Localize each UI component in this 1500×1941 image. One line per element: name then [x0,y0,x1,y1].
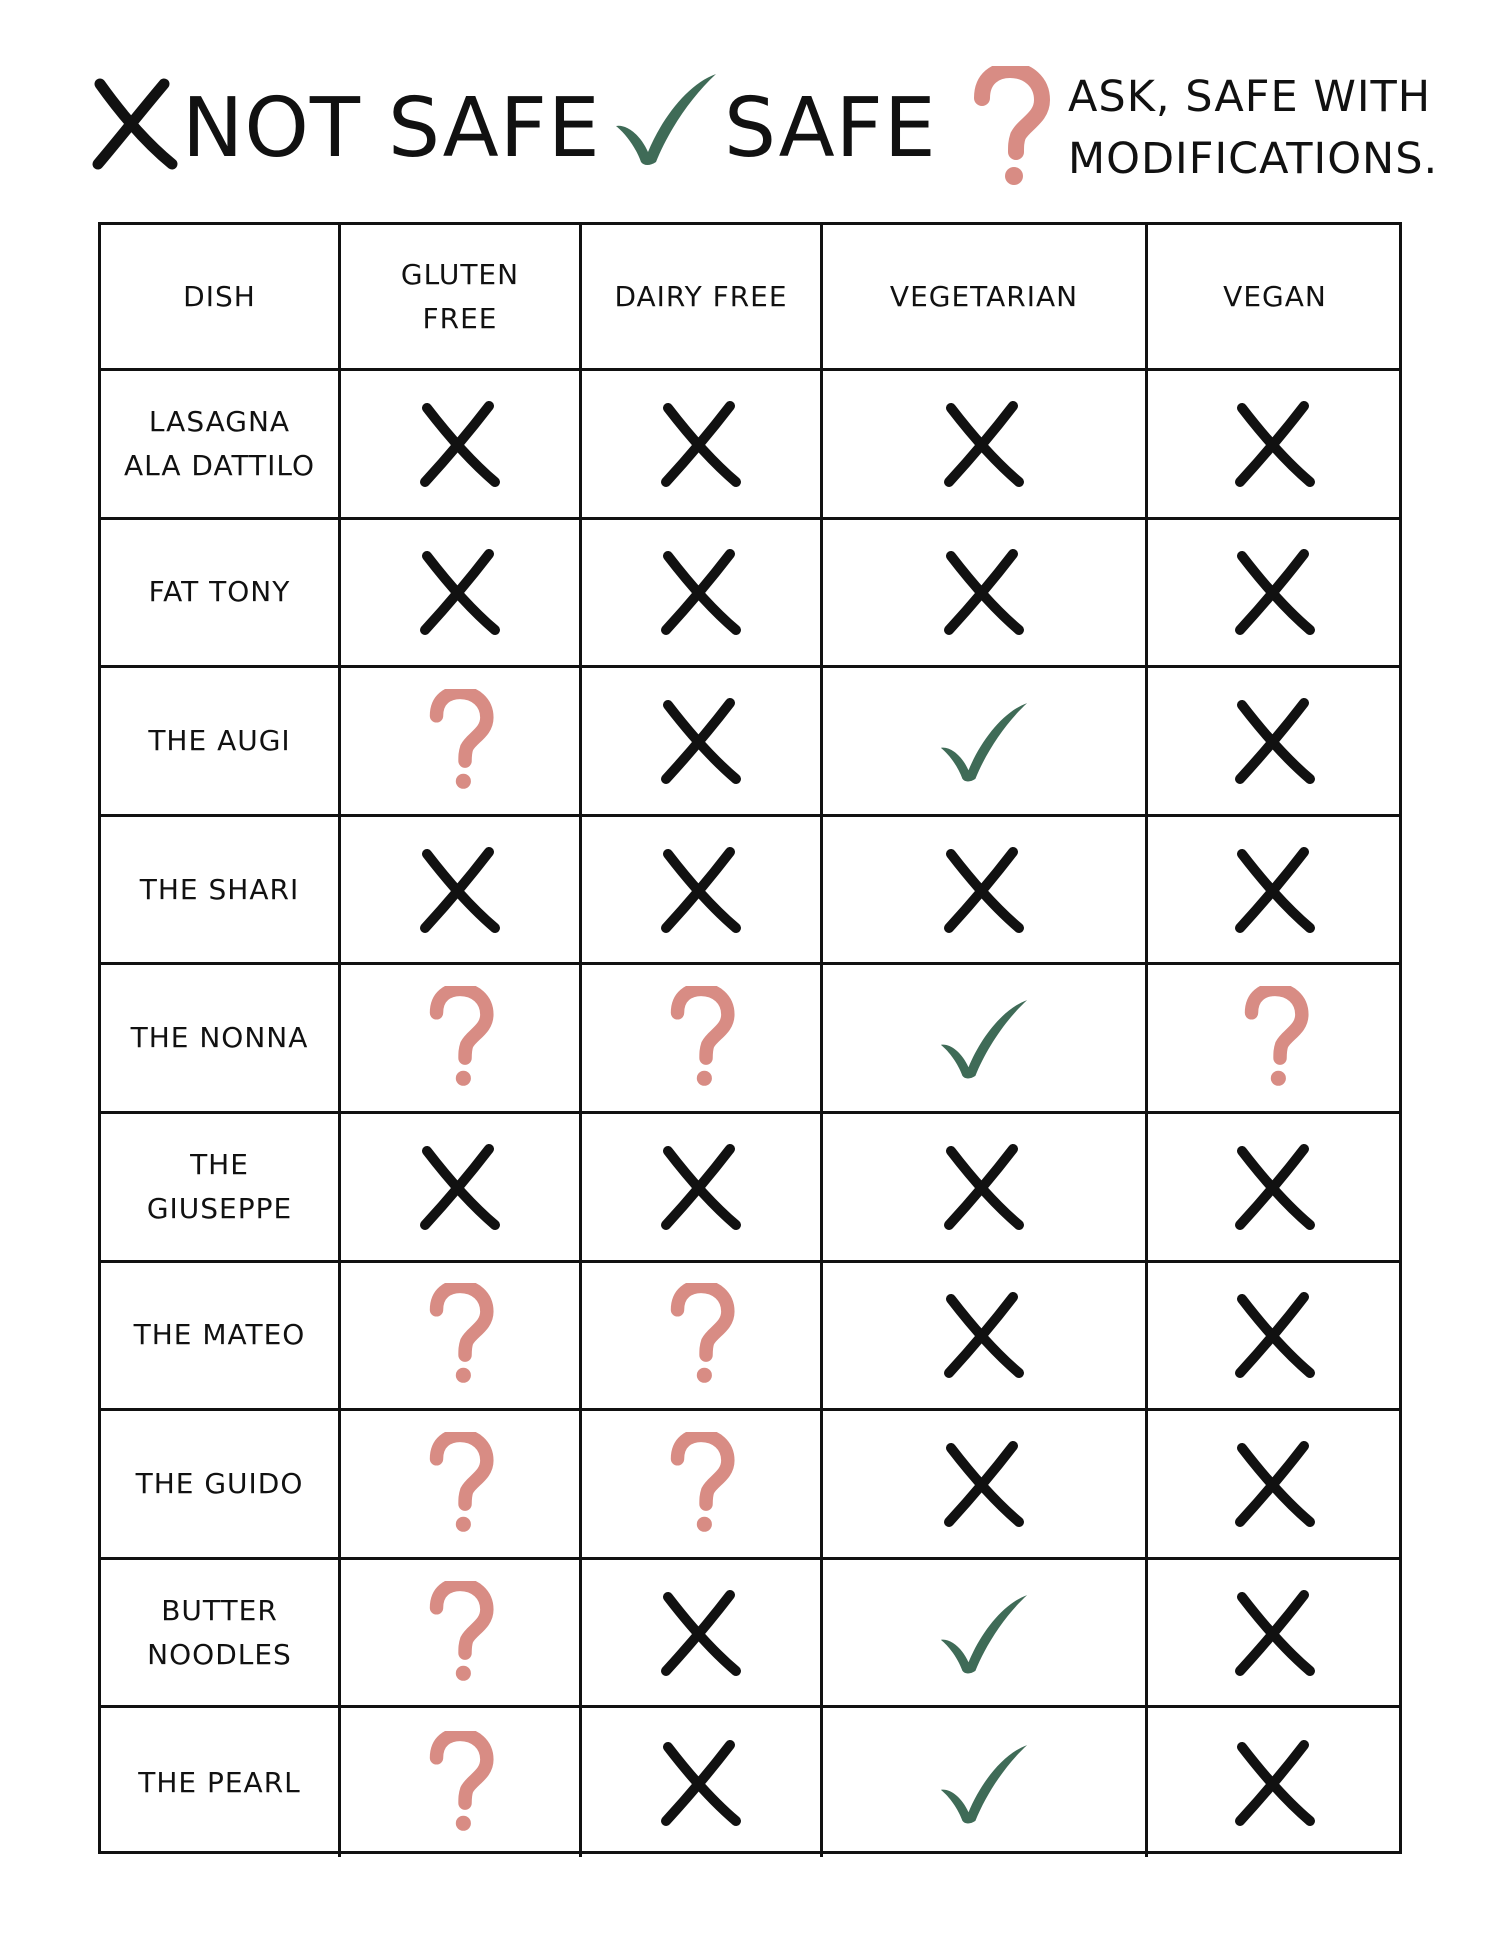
mark-cell [582,1114,823,1263]
check-mark-icon [934,1589,1034,1677]
x-mark-icon [658,548,744,636]
dish-name: THE GUIDO [135,1466,304,1500]
header-cell [823,225,1148,371]
x-mark-icon [1232,1739,1318,1827]
dish-name: FAT TONY [148,575,291,609]
dish-name: THE MATEO [133,1318,306,1352]
mark-cell [341,520,582,669]
x-mark-icon [417,846,503,934]
mark-cell [1148,371,1402,520]
dish-name: THE GIUSEPPE [146,1147,293,1225]
dish-name: THE AUGI [148,723,291,757]
mark-cell [1148,1263,1402,1412]
question-mark-icon [970,66,1050,190]
dish-name: BUTTER NOODLES [147,1593,292,1671]
dish-cell [101,371,341,520]
header-cell [101,225,341,371]
x-mark-icon [658,400,744,488]
x-mark-icon [658,697,744,785]
question-mark-icon [1241,986,1309,1090]
mark-cell [1148,668,1402,817]
dish-cell [101,1114,341,1263]
x-mark-icon [941,1440,1027,1528]
mark-cell [823,1114,1148,1263]
mark-cell [341,1708,582,1857]
legend-safe-label: SAFE [724,81,937,176]
mark-cell [823,817,1148,966]
mark-cell [1148,520,1402,669]
mark-cell [341,1114,582,1263]
question-mark-icon [426,986,494,1090]
x-mark-icon [90,78,180,170]
x-mark-icon [1232,1589,1318,1677]
mark-cell [341,965,582,1114]
x-mark-icon [941,548,1027,636]
mark-cell [1148,817,1402,966]
header-cell [341,225,582,371]
header-cell [1148,225,1402,371]
question-mark-icon [667,1432,735,1536]
x-mark-icon [1232,1440,1318,1528]
mark-cell [582,668,823,817]
mark-cell [823,1263,1148,1412]
x-mark-icon [1232,1143,1318,1231]
mark-cell [823,520,1148,669]
mark-cell [1148,965,1402,1114]
dish-name: THE NONNA [130,1021,309,1055]
dish-name: LASAGNA ALA DATTILO [123,404,316,482]
mark-cell [823,1708,1148,1857]
mark-cell [582,371,823,520]
mark-cell [341,1411,582,1560]
mark-cell [341,1263,582,1412]
check-mark-icon [608,68,724,168]
column-header: VEGETARIAN [889,279,1079,313]
x-mark-icon [658,1143,744,1231]
dish-cell [101,1708,341,1857]
x-mark-icon [1232,548,1318,636]
x-mark-icon [1232,846,1318,934]
mark-cell [823,371,1148,520]
x-mark-icon [658,1739,744,1827]
column-header: GLUTEN FREE [400,257,520,335]
dish-cell [101,1560,341,1709]
x-mark-icon [941,400,1027,488]
x-mark-icon [941,1143,1027,1231]
dish-cell [101,1411,341,1560]
legend-ask-label [1068,66,1438,190]
mark-cell [1148,1560,1402,1709]
legend-not-safe [90,78,601,176]
mark-cell [341,1560,582,1709]
mark-cell [582,965,823,1114]
x-mark-icon [941,1291,1027,1379]
mark-cell [582,1411,823,1560]
mark-cell [582,1263,823,1412]
column-header: DISH [183,279,256,313]
mark-cell [1148,1411,1402,1560]
check-mark-icon [934,994,1034,1082]
mark-cell [582,817,823,966]
question-mark-icon [426,1283,494,1387]
mark-cell [1148,1114,1402,1263]
dish-cell [101,1263,341,1412]
check-mark-icon [934,697,1034,785]
x-mark-icon [1232,697,1318,785]
question-mark-icon [667,986,735,1090]
question-mark-icon [426,1731,494,1835]
mark-cell [823,1411,1148,1560]
x-mark-icon [417,1143,503,1231]
dish-cell [101,965,341,1114]
mark-cell [341,371,582,520]
dish-cell [101,817,341,966]
mark-cell [341,668,582,817]
mark-cell [823,965,1148,1114]
mark-cell [823,668,1148,817]
dish-cell [101,668,341,817]
legend-safe [608,68,937,176]
legend-ask [970,66,1439,190]
legend-ask-line1: ASK, SAFE WITH [1068,72,1432,122]
check-mark-icon [934,1739,1034,1827]
question-mark-icon [426,689,494,793]
dish-cell [101,520,341,669]
legend-not-safe-label: NOT SAFE [182,81,601,176]
question-mark-icon [426,1432,494,1536]
legend [0,0,1500,220]
column-header: DAIRY FREE [614,279,788,313]
allergen-table [98,222,1402,1854]
dish-name: THE PEARL [138,1765,301,1799]
x-mark-icon [417,400,503,488]
header-cell [582,225,823,371]
mark-cell [1148,1708,1402,1857]
x-mark-icon [1232,400,1318,488]
mark-cell [582,520,823,669]
x-mark-icon [417,548,503,636]
x-mark-icon [941,846,1027,934]
x-mark-icon [1232,1291,1318,1379]
x-mark-icon [658,846,744,934]
mark-cell [341,817,582,966]
mark-cell [582,1708,823,1857]
mark-cell [582,1560,823,1709]
mark-cell [823,1560,1148,1709]
question-mark-icon [426,1581,494,1685]
question-mark-icon [667,1283,735,1387]
dish-name: THE SHARI [139,872,300,906]
column-header: VEGAN [1223,279,1327,313]
legend-ask-line2: MODIFICATIONS. [1068,134,1439,184]
x-mark-icon [658,1589,744,1677]
